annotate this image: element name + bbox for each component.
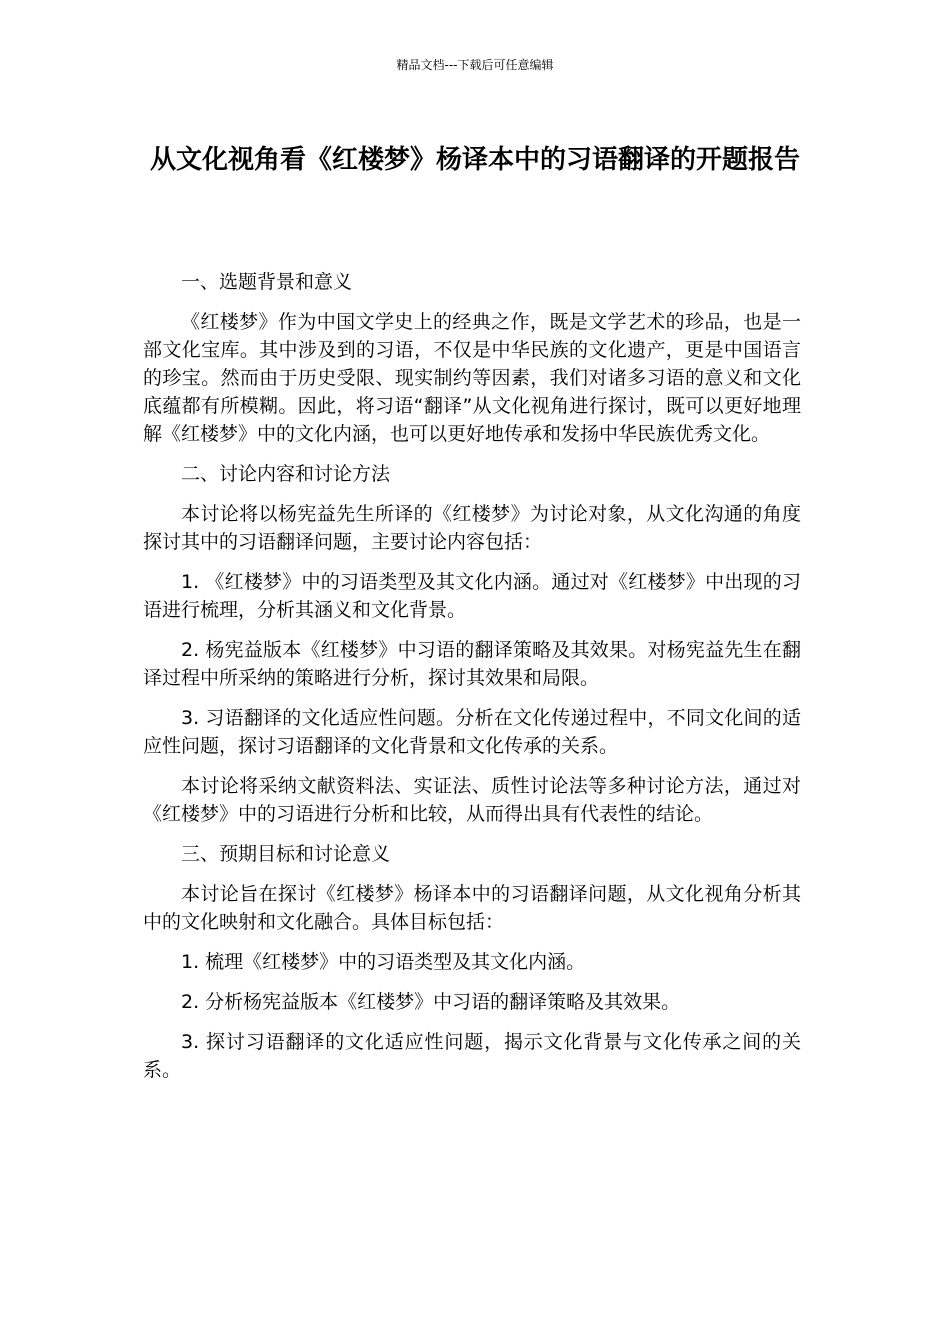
body-paragraph: 本讨论旨在探讨《红楼梦》杨译本中的习语翻译问题，从文化视角分析其中的文化映射和文化融合。具体目标包括： (143, 883, 801, 933)
list-item: 2. 杨宪益版本《红楼梦》中习语的翻译策略及其效果。对杨宪益先生在翻译过程中所采纳的策略进行分析，探讨其效果和局限。 (143, 639, 801, 689)
document-title: 从文化视角看《红楼梦》杨译本中的习语翻译的开题报告 (149, 145, 800, 175)
header-note: 精品文档---下载后可任意编辑 (396, 58, 554, 72)
section-heading-goals: 三、预期目标和讨论意义 (181, 843, 391, 865)
list-item: 1. 梳理《红楼梦》中的习语类型及其文化内涵。 (181, 951, 586, 973)
list-item: 3. 探讨习语翻译的文化适应性问题，揭示文化背景与文化传承之间的关系。 (143, 1031, 801, 1081)
section-heading-content-method: 二、讨论内容和讨论方法 (181, 463, 391, 485)
body-paragraph: 《红楼梦》作为中国文学史上的经典之作，既是文学艺术的珍品，也是一部文化宝库。其中涉及到的习语，不仅是中华民族的文化遗产，更是中国语言的珍宝。然而由于历史受限、现实制约等因素，我们对诸多习语的意义和文化底蕴都有所模糊。因此，将习语“翻译”从文化视角进行探讨，既可以更好地理解《红楼梦》中的文化内涵，也可以更好地传承和发扬中华民族优秀文化。 (143, 311, 801, 445)
list-item: 2. 分析杨宪益版本《红楼梦》中习语的翻译策略及其效果。 (181, 991, 681, 1013)
section-heading-background: 一、选题背景和意义 (181, 271, 353, 293)
body-paragraph: 本讨论将以杨宪益先生所译的《红楼梦》为讨论对象，从文化沟通的角度探讨其中的习语翻译问题，主要讨论内容包括： (143, 503, 801, 553)
list-item: 1. 《红楼梦》中的习语类型及其文化内涵。通过对《红楼梦》中出现的习语进行梳理，分析其涵义和文化背景。 (143, 571, 801, 621)
document-body (143, 268, 801, 1096)
body-paragraph: 本讨论将采纳文献资料法、实证法、质性讨论法等多种讨论方法，通过对《红楼梦》中的习语进行分析和比较，从而得出具有代表性的结论。 (143, 775, 801, 825)
list-item: 3. 习语翻译的文化适应性问题。分析在文化传递过程中，不同文化间的适应性问题，探讨习语翻译的文化背景和文化传承的关系。 (143, 707, 801, 757)
